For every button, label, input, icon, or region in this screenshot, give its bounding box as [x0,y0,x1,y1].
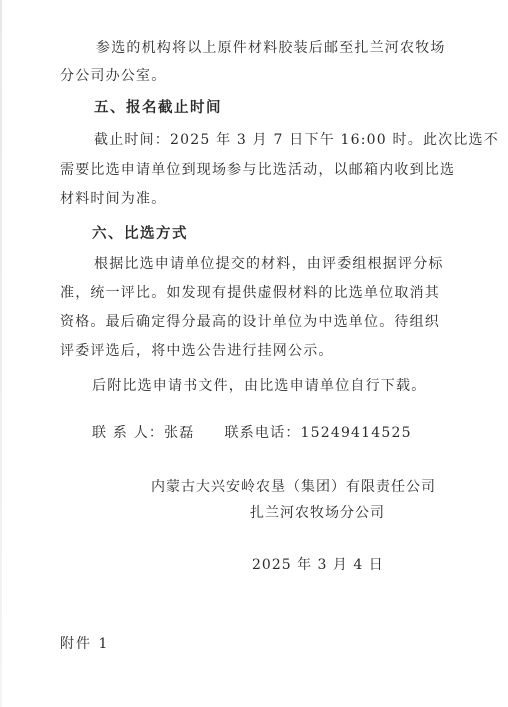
contact-phone: 15249414525 [300,425,412,441]
contact-phone-label: 联系电话： [224,425,301,441]
section-5-line-1: 截止时间：2025 年 3 月 7 日下午 16:00 时。此次比选不 [94,132,499,148]
section-5-heading: 五、报名截止时间 [94,100,222,116]
signature-company: 内蒙古大兴安岭农垦（集团）有限责任公司 [151,479,436,495]
submission-line-2: 分公司办公室。 [60,68,167,84]
section-5-line-3: 材料时间为准。 [60,191,167,207]
section-6-line-3: 资格。最后确定得分最高的设计单位为中选单位。待组织 [60,314,440,330]
contact-person-label: 联 系 人： [92,425,165,441]
section-6-heading: 六、比选方式 [92,226,188,242]
attachment-label: 附件 1 [60,636,110,652]
section-6-line-2: 准，统一评比。如发现有提供虚假材料的比选单位取消其 [60,285,440,301]
signature-branch: 扎兰河农牧场分公司 [250,505,385,521]
section-5-line-2: 需要比选申请单位到现场参与比选活动，以邮箱内收到比选 [60,162,456,178]
contact-person-name: 张磊 [164,425,195,441]
scan-edge [0,0,2,707]
section-6-line-4: 评委评选后，将中选公告进行挂网公示。 [60,343,334,359]
section-6-line-1: 根据比选申请单位提交的材料，由评委组根据评分标 [94,256,444,272]
contact-line [92,423,412,443]
download-note: 后附比选申请书文件，由比选申请单位自行下载。 [92,378,427,394]
signature-date: 2025 年 3 月 4 日 [252,557,384,573]
submission-line-1: 参选的机构将以上原件材料胶装后邮至扎兰河农牧场 [96,40,446,56]
